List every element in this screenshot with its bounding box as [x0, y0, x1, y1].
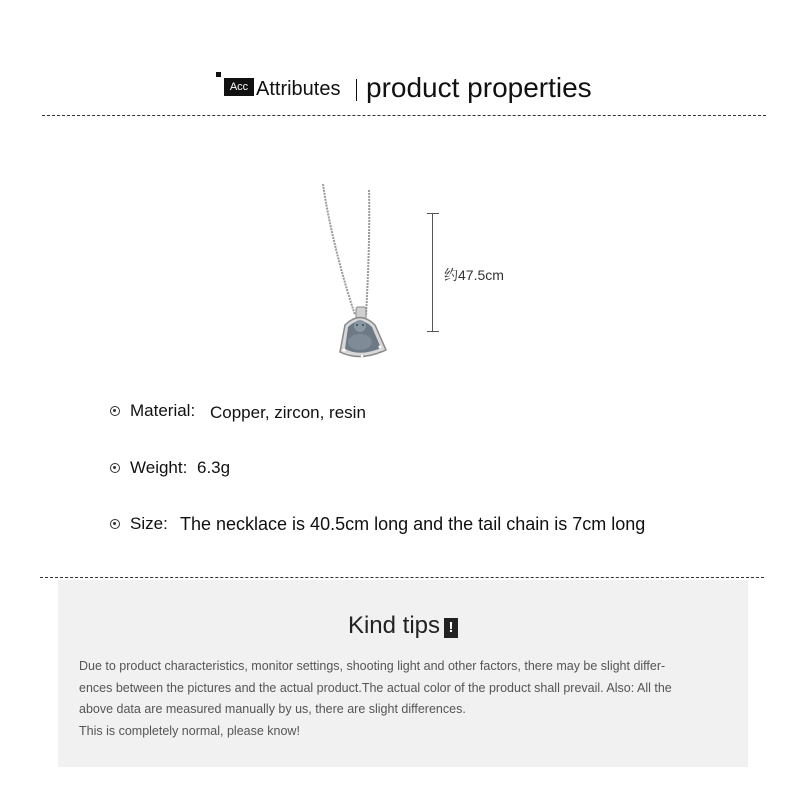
- bullet-icon: [110, 463, 120, 473]
- header-square-icon: [216, 72, 221, 77]
- kind-tips-panel: [58, 580, 748, 767]
- section-header: [0, 60, 800, 116]
- tips-line: Due to product characteristics, monitor settings, shooting light and other factors, there may be slight differ-: [79, 659, 666, 673]
- tips-line: above data are measured manually by us, there are slight differences.: [79, 702, 466, 716]
- length-measure-line: [425, 213, 439, 332]
- spec-value: 6.3g: [197, 458, 231, 477]
- header-attributes-label: Attributes: [256, 78, 341, 100]
- product-image: [300, 180, 420, 370]
- tips-body: [79, 656, 734, 742]
- bullet-icon: [110, 406, 120, 416]
- spec-value: Copper, zircon, resin: [210, 403, 366, 422]
- dashed-divider-top: [42, 115, 766, 116]
- bullet-icon: [110, 519, 120, 529]
- page-title: product properties: [366, 72, 592, 103]
- spec-label: Size:: [130, 514, 168, 533]
- tips-line: ences between the pictures and the actual product.The actual color of the product shall prevail. Also: All the: [79, 680, 672, 695]
- exclamation-icon: !: [444, 618, 458, 638]
- tips-line: This is completely normal, please know!: [79, 723, 300, 738]
- header-tag: Acc: [224, 78, 254, 96]
- header-divider: [356, 79, 357, 101]
- spec-label: Material:: [130, 401, 196, 420]
- tips-title-text: Kind tips: [347, 612, 441, 639]
- spec-label: Weight:: [130, 458, 188, 477]
- length-label: 约47.5cm: [444, 267, 504, 283]
- dashed-divider-middle: [40, 577, 764, 578]
- necklace-pendant-icon: [300, 180, 420, 370]
- spec-value: The necklace is 40.5cm long and the tail chain is 7cm long: [180, 514, 646, 534]
- tips-title: [58, 610, 748, 642]
